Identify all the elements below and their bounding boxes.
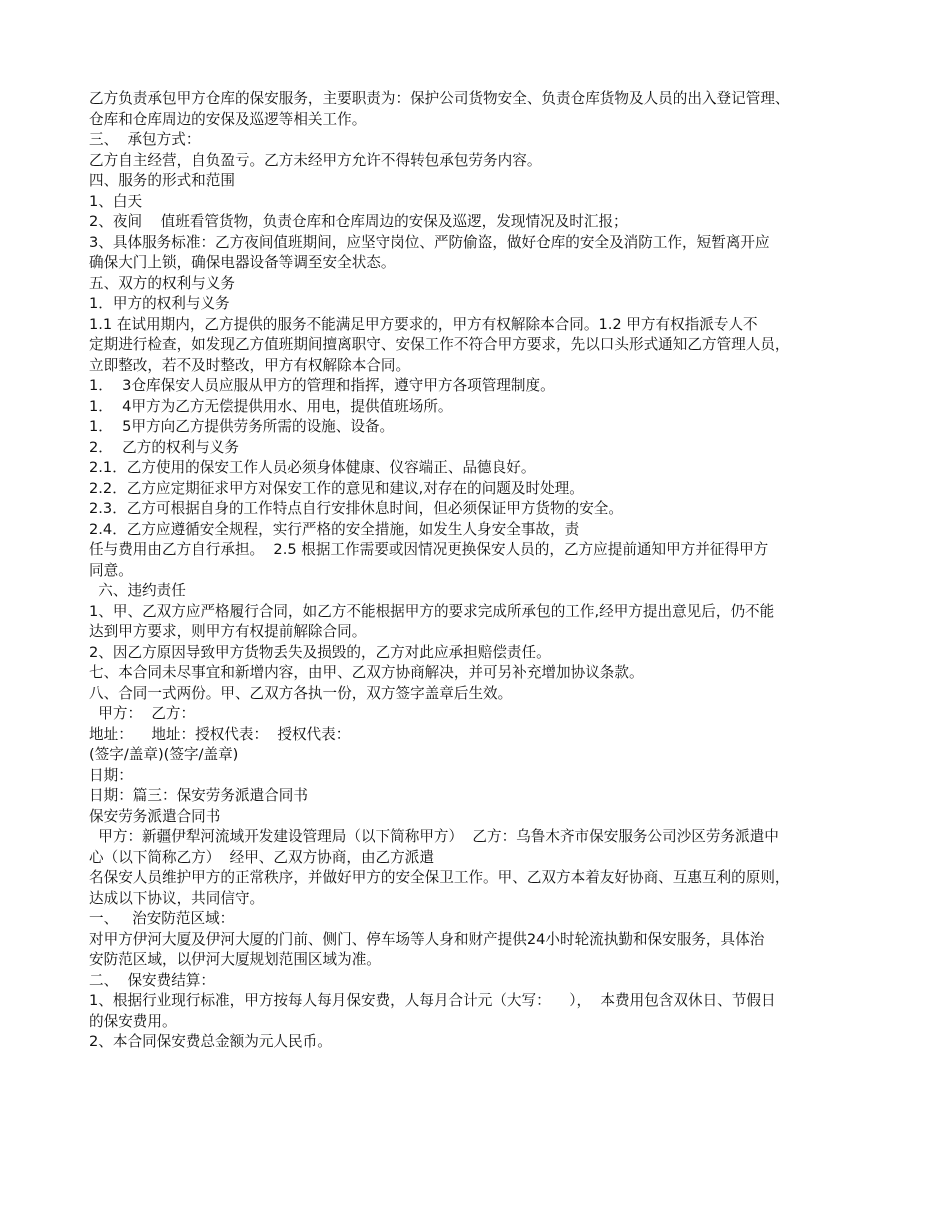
text-line: 1．甲方的权利与义务 — [89, 295, 230, 312]
text-line: 2、因乙方原因导致甲方货物丢失及损毁的，乙方对此应承担赔偿责任。 — [89, 643, 551, 661]
text-line: 2.3．乙方可根据自身的工作特点自行安排休息时间，但必须保证甲方货物的安全。 — [89, 500, 623, 517]
document-body — [89, 89, 869, 1053]
text-line: 乙方自主经营，自负盈亏。乙方未经甲方允许不得转包承包劳务内容。 — [89, 151, 542, 169]
text-line: 2.1．乙方使用的保安工作人员必须身体健康、仪容端正、品德良好。 — [89, 459, 536, 476]
signature-line: (签字/盖章)(签字/盖章) — [89, 746, 239, 763]
date-line: 日期： — [89, 766, 133, 784]
text-line: 达成以下协议，共同信守。 — [89, 889, 265, 907]
text-line: 心（以下简称乙方） 经甲、乙双方协商，由乙方派遣 — [89, 848, 434, 866]
section-heading: 三、 承包方式： — [89, 131, 201, 148]
text-line: 乙方负责承包甲方仓库的保安服务，主要职责为：保护公司货物安全、负责仓库货物及人员的出入登记管理、 — [89, 90, 790, 107]
text-line: 八、合同一式两份。甲、乙双方各执一份，双方签字盖章后生效。 — [89, 684, 513, 702]
section-heading: 四、服务的形式和范围 — [89, 172, 235, 189]
text-line: 2.2．乙方应定期征求甲方对保安工作的意见和建议,对存在的问题及时处理。 — [89, 479, 584, 497]
text-line: 2、本合同保安费总金额为元人民币。 — [89, 1033, 332, 1050]
text-line: 2． 乙方的权利与义务 — [89, 438, 239, 456]
text-line: 仓库和仓库周边的安保及巡逻等相关工作。 — [89, 110, 367, 128]
date-line: 日期：篇三：保安劳务派遣合同书 — [89, 787, 308, 804]
text-line: 1.1 在试用期内，乙方提供的服务不能满足甲方要求的，甲方有权解除本合同。1.2 甲方有权指派专人不 — [89, 315, 758, 333]
text-line: 1． 5甲方向乙方提供劳务所需的设施、设备。 — [89, 418, 395, 435]
text-line: 1． 4甲方为乙方无偿提供用水、用电，提供值班场所。 — [89, 397, 453, 415]
text-line: 1、白天 — [89, 192, 143, 210]
text-line: 2、夜间 值班看管货物，负责仓库和仓库周边的安保及巡逻，发现情况及时汇报； — [89, 213, 628, 230]
text-line: 对甲方伊河大厦及伊河大厦的门前、侧门、停车场等人身和财产提供24小时轮流执勤和保安服务，具体治 — [89, 930, 765, 948]
text-line: 2.4．乙方应遵循安全规程，实行严格的安全措施，如发生人身安全事故，责 — [89, 520, 580, 538]
section-heading: 六、违约责任 — [89, 582, 186, 599]
text-line: 1． 3仓库保安人员应服从甲方的管理和指挥，遵守甲方各项管理制度。 — [89, 377, 555, 394]
text-line: 同意。 — [89, 561, 133, 579]
text-line: 安防范区域，以伊河大厦规划范围区域为准。 — [89, 951, 381, 968]
text-line: 名保安人员维护甲方的正常秩序，并做好甲方的安全保卫工作。甲、乙双方本着友好协商、互惠互利的原则， — [89, 869, 790, 886]
text-line: 1、甲、乙双方应严格履行合同，如乙方不能根据甲方的要求完成所承包的工作,经甲方提出意见后，仍不能 — [89, 602, 775, 620]
text-line: 任与费用由乙方自行承担。 2.5 根据工作需要或因情况更换保安人员的，乙方应提前通知甲方并征得甲方 — [89, 541, 769, 558]
text-line: 的保安费用。 — [89, 1012, 177, 1030]
signature-line: 甲方： 乙方： — [89, 705, 196, 722]
text-line: 甲方：新疆伊犁河流域开发建设管理局（以下简称甲方） 乙方：乌鲁木齐市保安服务公司沙区劳务派遣中 — [89, 828, 779, 845]
text-line: 七、本合同未尽事宜和新增内容，由甲、乙双方协商解决，并可另补充增加协议条款。 — [89, 664, 644, 681]
text-line: 达到甲方要求，则甲方有权提前解除合同。 — [89, 623, 367, 640]
document-title: 保安劳务派遣合同书 — [89, 807, 221, 825]
signature-line: 地址： 地址：授权代表： 授权代表： — [89, 725, 351, 743]
text-line: 1、根据行业现行标准，甲方按每人每月保安费，人每月合计元（大写： ）， 本费用包含双休日、节假日 — [89, 992, 776, 1009]
text-line: 定期进行检查，如发现乙方值班期间擅离职守、安保工作不符合甲方要求，先以口头形式通知乙方管理人员， — [89, 336, 790, 353]
text-line: 确保大门上锁，确保电器设备等调至安全状态。 — [89, 254, 396, 271]
section-heading: 五、双方的权利与义务 — [89, 274, 235, 292]
text-line: 3、具体服务标准：乙方夜间值班期间，应坚守岗位、严防偷盗，做好仓库的安全及消防工作，短暂离开应 — [89, 233, 770, 251]
text-line: 立即整改，若不及时整改，甲方有权解除本合同。 — [89, 356, 411, 374]
section-heading: 一、 治安防范区域： — [89, 910, 235, 927]
section-heading: 二、 保安费结算： — [89, 971, 216, 989]
